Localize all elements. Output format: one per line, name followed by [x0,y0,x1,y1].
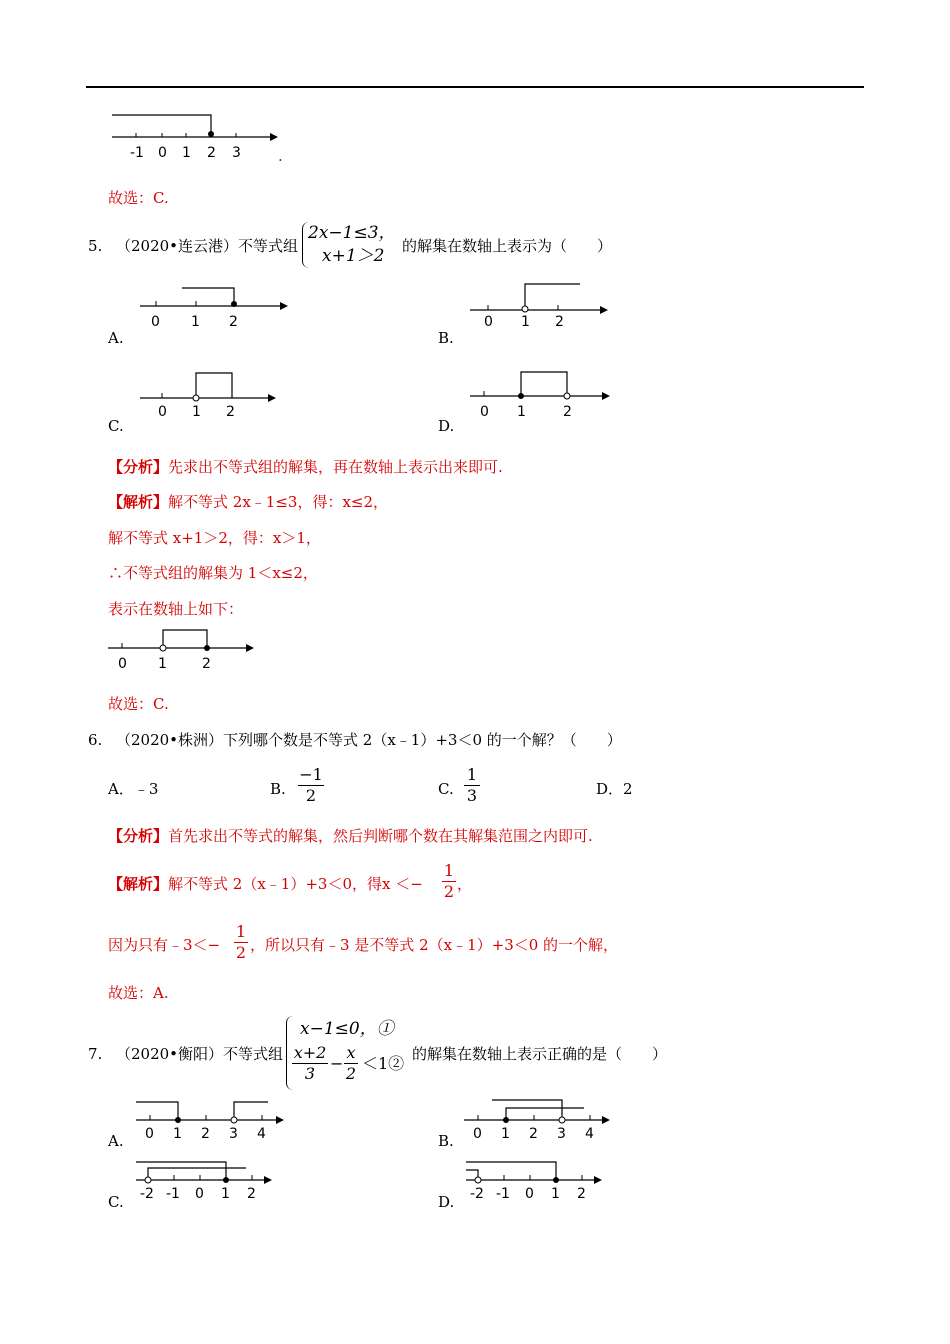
svg-text:2: 2 [563,404,572,420]
svg-text:2: 2 [229,314,238,330]
svg-text:1: 1 [501,1126,510,1142]
svg-text:2: 2 [226,404,235,420]
svg-text:1: 1 [517,404,526,420]
q6-solution-line1-tail: ， [457,875,473,893]
q7-sys-line2-tail: ＜1② [362,1054,405,1073]
q6-answer: 故选：A. [108,984,169,1002]
q5-stem-tail: 的解集在数轴上表示为（ ） [402,237,613,255]
svg-text:-1: -1 [166,1186,180,1202]
q7-option-b-line [464,1098,624,1144]
svg-text:2: 2 [207,145,216,161]
svg-text:-1: -1 [496,1186,510,1202]
q7-option-d-letter: D. [438,1193,455,1211]
q7-fraction2: x 2 [345,1043,357,1083]
q6-option-c-fraction: 1 3 [464,765,480,806]
q7-minus: − [330,1054,344,1073]
svg-text:2: 2 [202,656,211,672]
svg-text:3: 3 [232,145,241,161]
svg-text:1: 1 [192,404,201,420]
q6-option-b-letter: B. [270,780,286,798]
q5-solution-line1: 【解析】解不等式 2x﹣1≤3，得：x≤2， [108,493,389,511]
q5-option-d-line [470,370,620,420]
svg-text:1: 1 [158,656,167,672]
q6-solution-tag: 【解析】 [108,875,169,893]
q5-sys-line1: 2x−1≤3， [308,223,396,243]
q6-stem: （2020•株洲）下列哪个数是不等式 2（x﹣1）+3＜0 的一个解？（ ） [116,731,622,749]
q5-option-a-line [140,282,300,332]
q7-option-d-line [466,1158,626,1204]
svg-text:2: 2 [555,314,564,330]
svg-text:0: 0 [158,145,167,161]
svg-text:0: 0 [145,1126,154,1142]
svg-text:2: 2 [529,1126,538,1142]
svg-text:1: 1 [173,1126,182,1142]
q5-answer: 故选：C. [108,695,169,713]
q6-option-d: D．2 [596,780,633,798]
q5-sys-line2: x+1＞2 [322,246,385,266]
q7-fraction1: x+2 3 [293,1043,327,1083]
q5-option-c-letter: C. [108,417,124,435]
q5-solution-line [108,626,268,674]
q5-option-b-letter: B. [438,329,454,347]
q5-source: （2020•连云港）不等式组 [116,237,299,255]
svg-text:2: 2 [247,1186,256,1202]
svg-text:2: 2 [577,1186,586,1202]
q6-solution-line2-head: 因为只有﹣3＜− [108,936,221,954]
q7-option-c-letter: C. [108,1193,124,1211]
q7-option-c-line [136,1158,296,1204]
q6-option-b-fraction: −1 2 [299,765,323,805]
q7-stem-tail: 的解集在数轴上表示正确的是（ ） [412,1045,668,1063]
q7-number: 7. [88,1045,103,1063]
svg-text:4: 4 [585,1126,594,1142]
q5-solution-line4: 表示在数轴上如下： [108,600,244,618]
svg-text:-2: -2 [140,1186,154,1202]
q5-solution-line2: 解不等式 x+1＞2，得：x＞1， [108,529,321,547]
prev-number-line [112,110,292,166]
svg-text:1: 1 [221,1186,230,1202]
q6-solution-line2-tail: ，所以只有﹣3 是不等式 2（x﹣1）+3＜0 的一个解， [250,936,619,954]
q7-option-a-letter: A. [108,1132,124,1150]
svg-text:0: 0 [525,1186,534,1202]
svg-text:1: 1 [551,1186,560,1202]
svg-text:0: 0 [151,314,160,330]
svg-text:1: 1 [182,145,191,161]
svg-text:0: 0 [484,314,493,330]
q5-option-a-letter: A. [108,329,124,347]
q5-number: 5. [88,237,103,255]
svg-text:0: 0 [158,404,167,420]
trailing-dot: . [278,147,283,165]
svg-text:3: 3 [229,1126,238,1142]
q6-analysis: 【分析】首先求出不等式的解集，然后判断哪个数在其解集范围之内即可. [108,827,593,845]
svg-text:1: 1 [191,314,200,330]
q6-analysis-tag: 【分析】 [108,827,169,845]
q6-option-c-letter: C. [438,780,454,798]
prev-answer: 故选：C. [108,189,169,207]
q7-sys-line1: x−1≤0，① [300,1019,394,1039]
svg-text:4: 4 [257,1126,266,1142]
q6-solution-fraction1: 1 2 [443,861,455,901]
q5-option-d-letter: D. [438,417,455,435]
svg-text:-1: -1 [130,145,144,161]
q7-option-b-letter: B. [438,1132,454,1150]
q7-source: （2020•衡阳）不等式组 [116,1045,284,1063]
svg-text:3: 3 [557,1126,566,1142]
svg-text:0: 0 [118,656,127,672]
q5-analysis: 【分析】先求出不等式组的解集，再在数轴上表示出来即可. [108,458,503,476]
q7-option-a-line [136,1098,296,1144]
q5-solution-tag: 【解析】 [108,493,169,511]
q6-solution-line1: 【解析】解不等式 2（x﹣1）+3＜0，得x ＜− [108,875,423,893]
q6-solution-fraction2: 1 2 [235,922,247,962]
q5-option-b-line [470,282,630,332]
svg-text:-2: -2 [470,1186,484,1202]
q6-number: 6. [88,731,103,749]
q6-option-a: A．﹣3 [108,780,159,798]
q5-solution-line3: ∴不等式组的解集为 1＜x≤2， [108,564,318,582]
svg-text:2: 2 [201,1126,210,1142]
q5-option-c-line [140,370,290,420]
svg-text:0: 0 [480,404,489,420]
svg-text:1: 1 [521,314,530,330]
svg-text:0: 0 [473,1126,482,1142]
svg-text:0: 0 [195,1186,204,1202]
q5-analysis-tag: 【分析】 [108,458,169,476]
header-rule [86,86,864,88]
